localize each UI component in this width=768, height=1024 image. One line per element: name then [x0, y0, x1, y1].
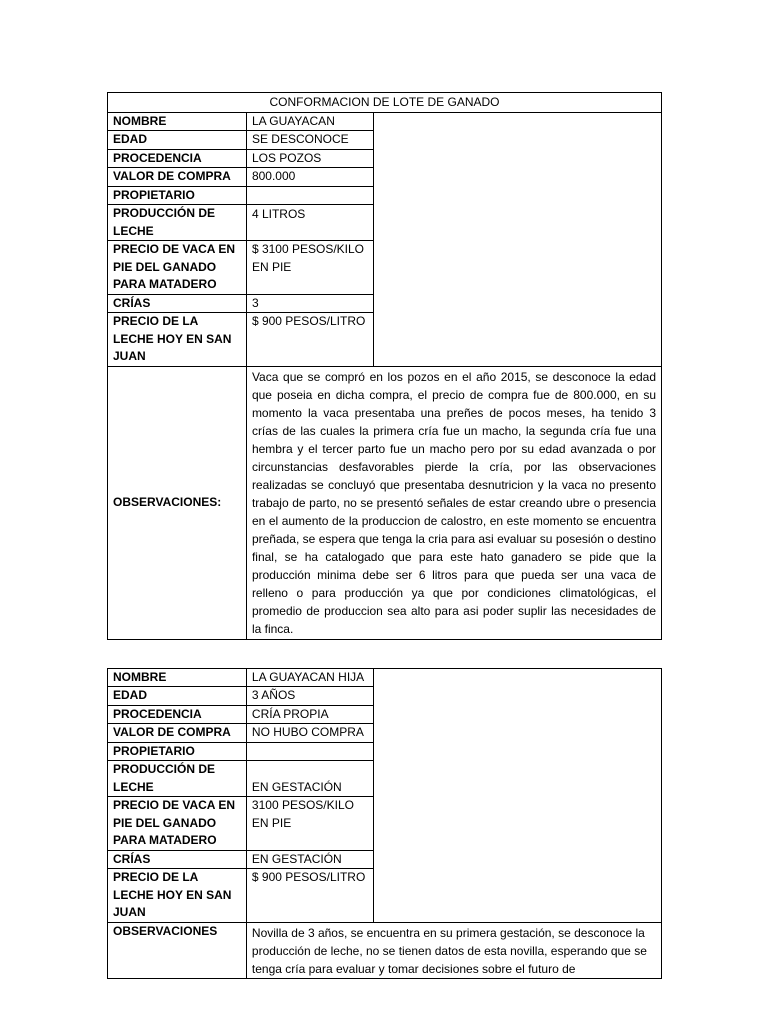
field-value: [246, 186, 373, 205]
table-title: CONFORMACION DE LOTE DE GANADO: [108, 93, 662, 113]
field-value: 3100 PESOS/KILO EN PIE: [246, 797, 373, 851]
field-label: CRÍAS: [108, 850, 247, 869]
field-label: PRODUCCIÓN DE LECHE: [108, 205, 247, 241]
observations-text: Novilla de 3 años, se encuentra en su primera gestación, se desconoce la producción de leche, no se tienen datos de esta novilla, esperando que se tenga cría para evaluar y tomar decisiones sobre el futuro de: [246, 922, 661, 978]
field-value: $ 900 PESOS/LITRO: [246, 869, 373, 923]
table-row: [108, 668, 662, 687]
field-value: NO HUBO COMPRA: [246, 724, 373, 743]
observations-text: Vaca que se compró en los pozos en el año 2015, se desconoce la edad que poseia en dicha compra, el precio de compra fue de 800.000, en su momento la vaca presentaba una preñes de pocos meses, ha tenido 3 crías de las cuales la primera cría fue un macho, la segunda cría fue una hembra y el tercer parto fue un macho pero por su edad avanzada o por circunstancias desfavorables pierde la cría, por las observaciones realizadas se concluyó que presentaba desnutricion y la vaca no presento trabajo de parto, no se presentó señales de estar creando ubre o presencia en el aumento de la produccion de calostro, en este momento se encuentra preñada, se espera que tenga la cria para asi evaluar su posesión o destino final, se ha catalogado que para este hato ganadero se pide que la producción minima debe ser 6 litros para que pueda ser una vaca de relleno o para producción ya que por condiciones climatológicas, el promedio de produccion sea alto para asi poder suplir las necesidades de la finca.: [246, 366, 661, 639]
field-label: PRODUCCIÓN DE LECHE: [108, 761, 247, 797]
field-value: $ 900 PESOS/LITRO: [246, 313, 373, 367]
field-label: PROPIETARIO: [108, 186, 247, 205]
field-value: [246, 742, 373, 761]
table-title-row: [108, 93, 662, 113]
field-value: SE DESCONOCE: [246, 131, 373, 150]
observations-label: OBSERVACIONES: [108, 922, 247, 978]
field-label: CRÍAS: [108, 294, 247, 313]
field-label: PRECIO DE VACA EN PIE DEL GANADO PARA MATADERO: [108, 241, 247, 295]
cattle-table-1: [107, 92, 662, 640]
document-page: [107, 92, 662, 979]
field-label: PRECIO DE VACA EN PIE DEL GANADO PARA MATADERO: [108, 797, 247, 851]
field-value: $ 3100 PESOS/KILO EN PIE: [246, 241, 373, 295]
field-label: PROCEDENCIA: [108, 705, 247, 724]
field-value: EN GESTACIÓN: [246, 761, 373, 797]
blank-cell: [373, 112, 661, 366]
blank-cell: [373, 668, 661, 922]
field-value: LOS POZOS: [246, 149, 373, 168]
field-label: PROCEDENCIA: [108, 149, 247, 168]
field-label: EDAD: [108, 687, 247, 706]
field-label: VALOR DE COMPRA: [108, 724, 247, 743]
table-row: [108, 112, 662, 131]
field-label: PRECIO DE LA LECHE HOY EN SAN JUAN: [108, 313, 247, 367]
field-label: NOMBRE: [108, 668, 247, 687]
cattle-table-2: [107, 668, 662, 979]
field-value: EN GESTACIÓN: [246, 850, 373, 869]
field-value: LA GUAYACAN: [246, 112, 373, 131]
field-label: PROPIETARIO: [108, 742, 247, 761]
observations-label: OBSERVACIONES:: [108, 366, 247, 639]
field-label: NOMBRE: [108, 112, 247, 131]
field-label: EDAD: [108, 131, 247, 150]
observations-row: [108, 366, 662, 639]
field-label: PRECIO DE LA LECHE HOY EN SAN JUAN: [108, 869, 247, 923]
field-value: LA GUAYACAN HIJA: [246, 668, 373, 687]
field-label: VALOR DE COMPRA: [108, 168, 247, 187]
field-value: 3: [246, 294, 373, 313]
field-value: CRÍA PROPIA: [246, 705, 373, 724]
field-value: 800.000: [246, 168, 373, 187]
observations-row: [108, 922, 662, 978]
field-value: 3 AÑOS: [246, 687, 373, 706]
field-value: 4 LITROS: [246, 205, 373, 241]
